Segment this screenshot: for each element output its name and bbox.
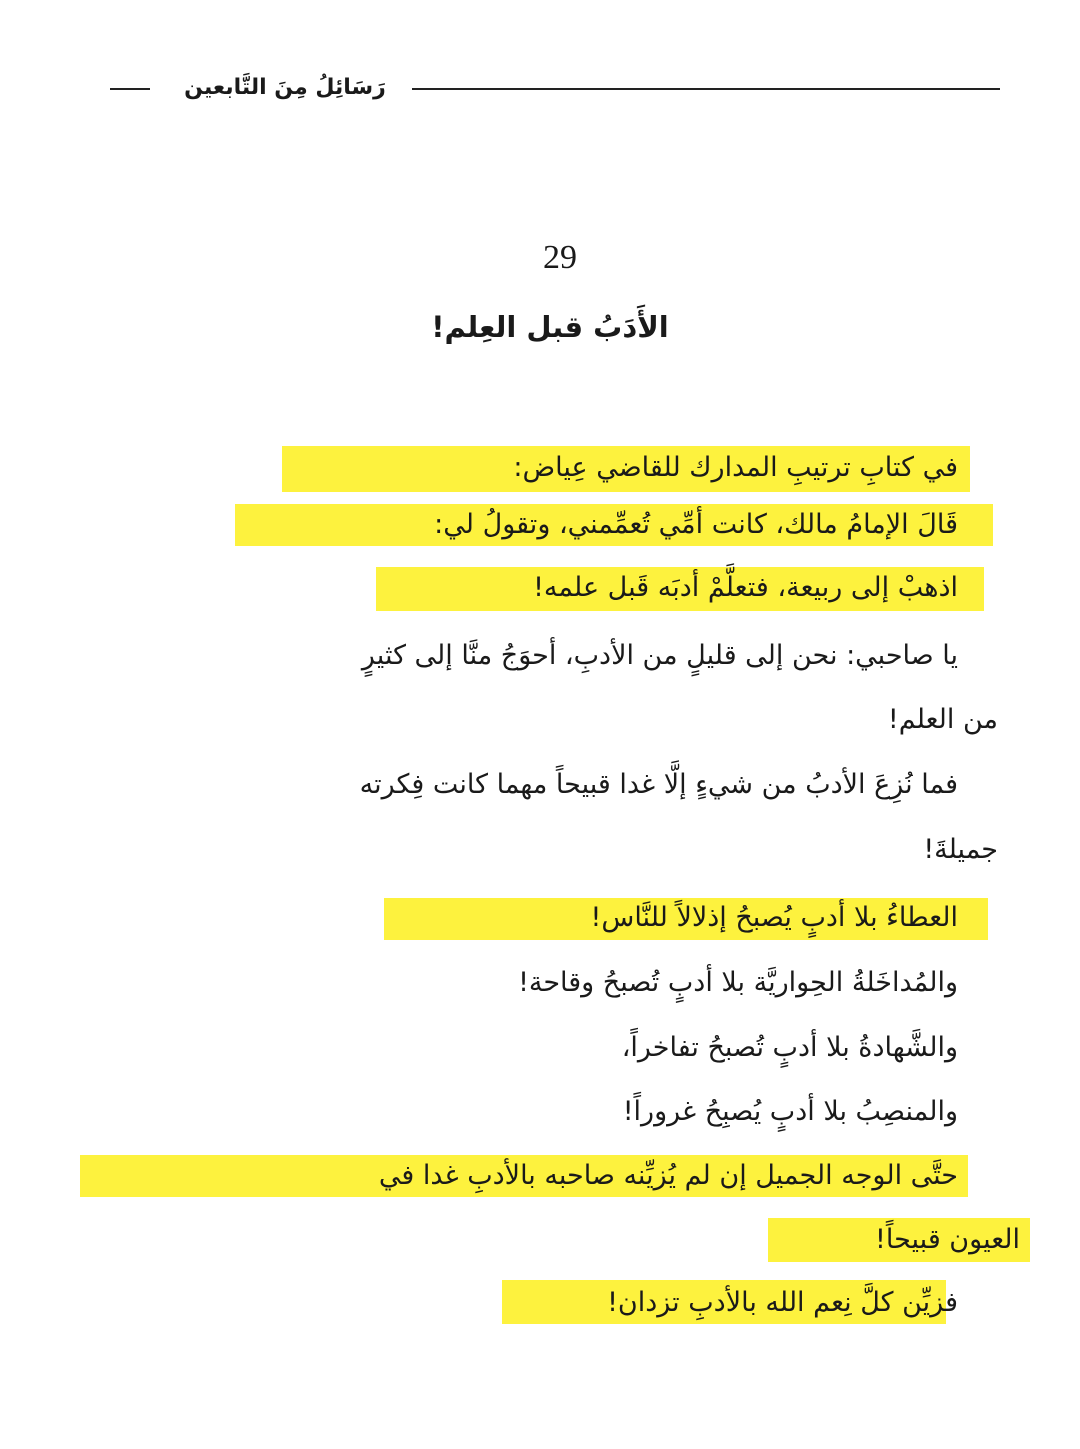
header-rule-right: [412, 88, 1000, 90]
body-line-4: يا صاحبي: نحن إلى قليلٍ من الأدبِ، أحوَجُ منَّا إلى كثيرٍ: [361, 640, 958, 671]
body-line-8: العطاءُ بلا أدبٍ يُصبحُ إذلالاً للنَّاس!: [590, 902, 958, 933]
chapter-number: 29: [543, 239, 577, 276]
body-line-1: في كتابِ ترتيبِ المدارك للقاضي عِياض:: [513, 452, 958, 483]
body-line-5: من العلم!: [887, 704, 998, 735]
body-line-13: العيون قبيحاً!: [875, 1224, 1020, 1255]
body-line-10: والشَّهادةُ بلا أدبٍ تُصبحُ تفاخراً،: [621, 1032, 958, 1063]
body-line-12: حتَّى الوجه الجميل إن لم يُزيِّنه صاحبه بالأدبِ غدا في: [378, 1160, 958, 1191]
body-line-3: اذهبْ إلى ربيعة، فتعلَّمْ أدبَه قَبل علمه!: [533, 572, 958, 603]
body-line-14: فزيِّن كلَّ نِعم الله بالأدبِ تزدان!: [607, 1287, 958, 1318]
body-line-9: والمُداخَلةُ الحِواريَّة بلا أدبٍ تُصبحُ وقاحة!: [518, 967, 958, 998]
body-line-2: قَالَ الإمامُ مالك، كانت أمِّي تُعمِّمني، وتقولُ لي:: [434, 509, 958, 540]
body-line-11: والمنصِبُ بلا أدبٍ يُصبِحُ غروراً!: [622, 1096, 958, 1127]
chapter-title: الأَدَبُ قبل العِلم!: [431, 310, 669, 344]
body-line-7: جميلةَ!: [923, 834, 998, 865]
header-rule-left: [110, 88, 150, 90]
running-title: رَسَائِلُ مِنَ التَّابعين: [184, 75, 386, 100]
body-line-6: فما نُزِعَ الأدبُ من شيءٍ إلَّا غدا قبيحاً مهما كانت فِكرته: [359, 769, 958, 800]
running-header: [110, 62, 1000, 114]
